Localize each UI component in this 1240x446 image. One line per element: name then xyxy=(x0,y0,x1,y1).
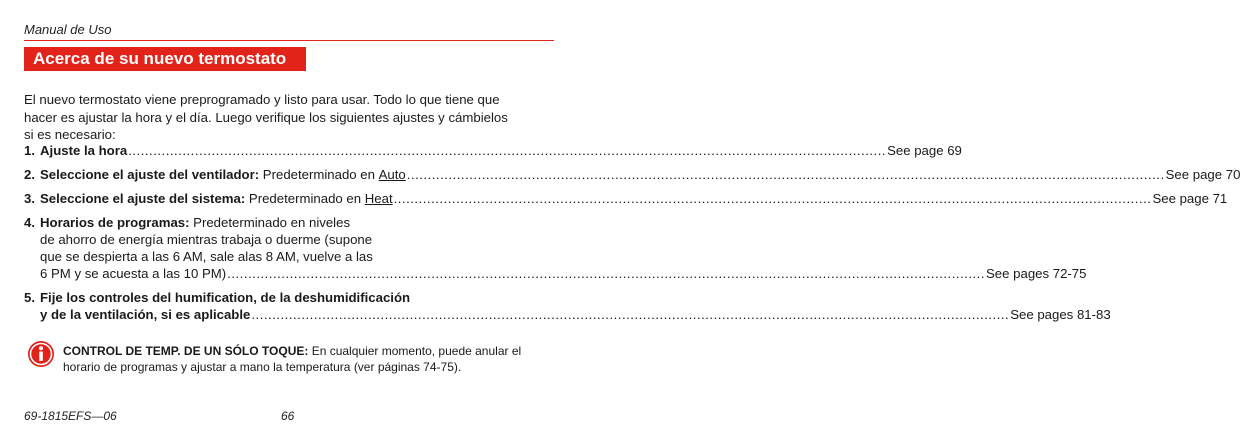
page-reference: See page 70 xyxy=(1165,167,1240,182)
list-item-humidification xyxy=(24,289,1111,323)
item-label: Seleccione el ajuste del sistema: xyxy=(40,191,246,206)
leader-dots xyxy=(227,265,985,282)
list-item-system-setting xyxy=(24,190,1228,207)
item-number: 3. xyxy=(24,191,35,206)
item-text: que se despierta a las 6 AM, sale alas 8 AM, vuelve a las xyxy=(40,249,373,264)
header-rule xyxy=(24,40,554,41)
item-number: 1. xyxy=(24,143,35,158)
note-text: horario de programas y ajustar a mano la temperatura (ver páginas 74-75). xyxy=(63,360,462,374)
settings-list xyxy=(24,142,1240,323)
note-label: CONTROL DE TEMP. DE UN SÓLO TOQUE: xyxy=(63,344,309,358)
note-text: En cualquier momento, puede anular el xyxy=(308,344,522,358)
page-number: 66 xyxy=(281,409,295,423)
section-title: Acerca de su nuevo termostato xyxy=(33,49,287,68)
page-reference: See pages 72-75 xyxy=(986,266,1087,281)
document-number: 69-1815EFS—06 xyxy=(24,409,117,423)
info-icon xyxy=(27,340,55,368)
item-label: Horarios de programas: xyxy=(40,215,190,230)
page-reference: See page 69 xyxy=(887,143,962,158)
list-item-program-schedules xyxy=(24,214,1087,282)
intro-line: hacer es ajustar la hora y el día. Luego verifique los siguientes ajustes y cámbielos xyxy=(24,109,508,125)
item-label: Seleccione el ajuste del ventilador: xyxy=(40,167,260,182)
default-value: Heat xyxy=(364,191,393,206)
item-label: Fije los controles del humification, de la deshumidificación xyxy=(40,290,411,305)
page-reference: See pages 81-83 xyxy=(1010,307,1111,322)
item-label: Ajuste la hora xyxy=(40,143,128,158)
item-number: 2. xyxy=(24,167,35,182)
leader-dots xyxy=(128,142,886,159)
item-text: de ahorro de energía mientras trabaja o duerme (supone xyxy=(40,232,373,247)
item-text: 6 PM y se acuesta a las 10 PM) xyxy=(40,266,227,281)
list-item-fan-setting xyxy=(24,166,1240,183)
item-label: y de la ventilación, si es aplicable xyxy=(40,307,251,322)
default-value: Auto xyxy=(378,167,406,182)
item-text: Predeterminado en niveles xyxy=(189,215,351,230)
item-text: Predeterminado en xyxy=(259,167,379,182)
page-reference: See page 71 xyxy=(1152,191,1228,206)
running-header: Manual de Uso xyxy=(24,22,112,37)
one-touch-note xyxy=(63,343,545,375)
intro-line: El nuevo termostato viene preprogramado y listo para usar. Todo lo que tiene que xyxy=(24,92,500,107)
item-text: Predeterminado en xyxy=(245,191,365,206)
leader-dots xyxy=(251,306,1009,323)
leader-dots xyxy=(407,166,1165,183)
item-number: 5. xyxy=(24,290,35,305)
list-item-set-time xyxy=(24,142,962,159)
intro-line: si es necesario: xyxy=(24,127,116,142)
item-number: 4. xyxy=(24,215,35,230)
intro-paragraph xyxy=(24,91,544,144)
leader-dots xyxy=(394,190,1152,207)
